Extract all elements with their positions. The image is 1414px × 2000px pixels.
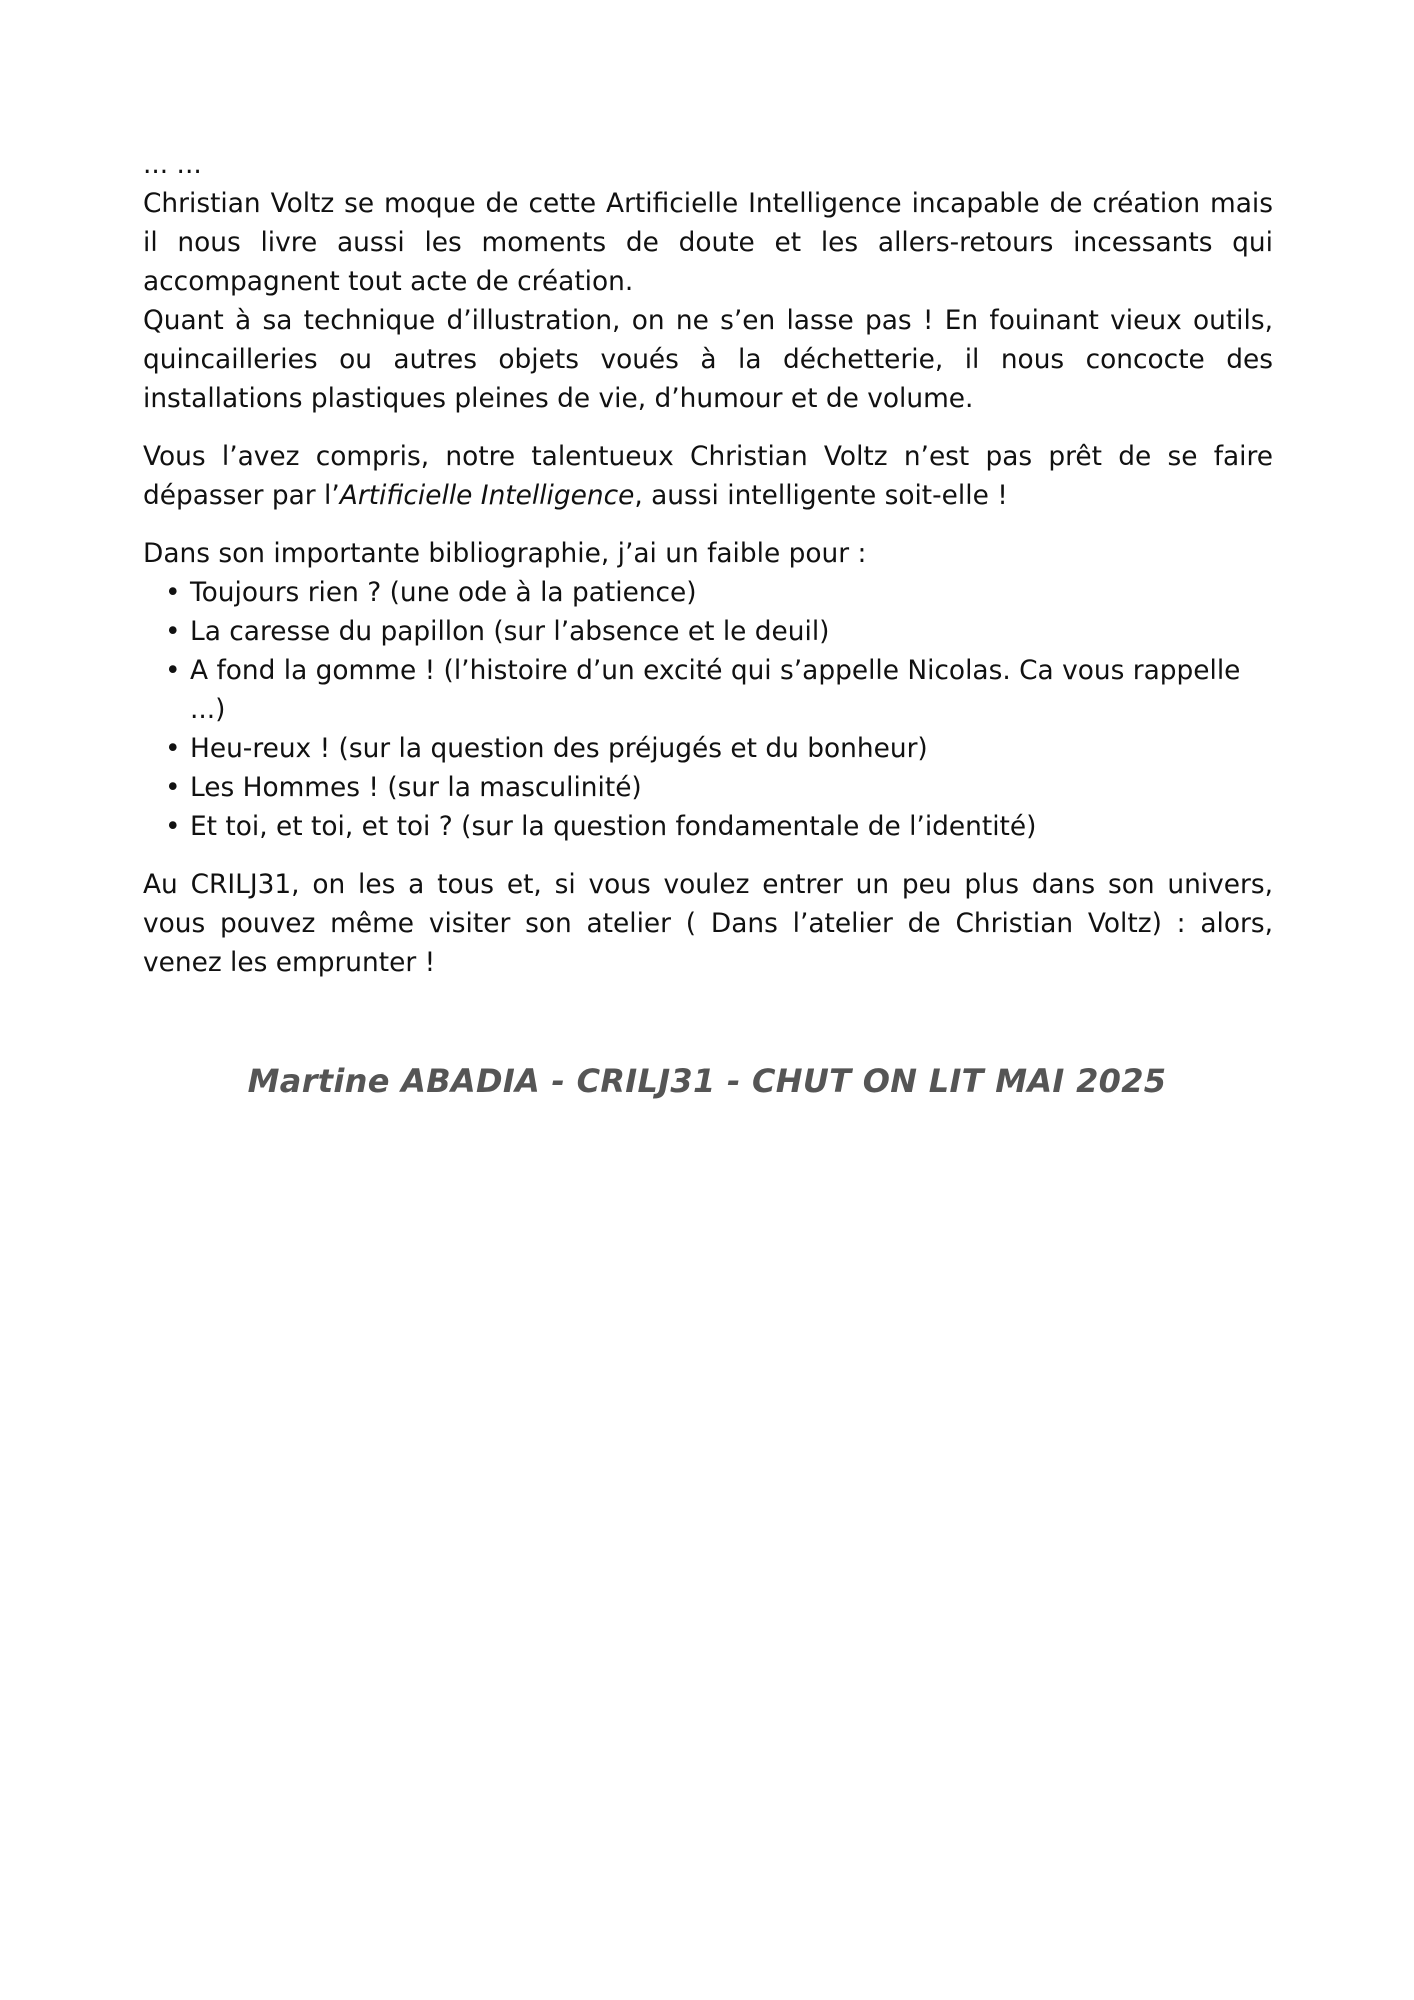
list-item	[143, 768, 1273, 807]
list-item	[143, 612, 1273, 651]
list-item	[143, 729, 1273, 768]
bullet-icon: •	[165, 811, 181, 842]
bullet-icon: •	[165, 616, 181, 647]
book-entry: Les Hommes ! (sur la masculinité)	[190, 772, 642, 803]
book-list	[143, 573, 1273, 846]
list-item	[143, 573, 1273, 612]
paragraph-crilj-invitation: Au CRILJ31, on les a tous et, si vous voulez entrer un peu plus dans son univers, vous pouvez même visiter son atelier ( Dans l’atelier de Christian Voltz) : alors, venez les emprunter !	[143, 869, 1273, 978]
intro-ellipsis: ... ...	[143, 149, 202, 180]
bullet-icon: •	[165, 733, 181, 764]
book-entry: A fond la gomme ! (l’histoire d’un excité qui s’appelle Nicolas. Ca vous rappelle ...)	[190, 655, 1241, 725]
article-body	[143, 145, 1273, 982]
book-entry: Heu-reux ! (sur la question des préjugés et du bonheur)	[190, 733, 928, 764]
paragraph-conclusion-ai-start: Vous l’avez compris, notre talentueux Christian Voltz n’est pas prêt de se faire dépasser par l’	[143, 441, 1273, 511]
book-entry: Toujours rien ? (une ode à la patience)	[190, 577, 697, 608]
bullet-icon: •	[165, 577, 181, 608]
book-entry: Et toi, et toi, et toi ? (sur la question fondamentale de l’identité)	[190, 811, 1037, 842]
paragraph-technique: Quant à sa technique d’illustration, on ne s’en lasse pas ! En fouinant vieux outils, quincailleries ou autres objets voués à la déchetterie, il nous concocte des installations plastiques pleines de vie, d’humour et de volume.	[143, 305, 1273, 414]
book-entry: La caresse du papillon (sur l’absence et le deuil)	[190, 616, 830, 647]
bibliography-intro: Dans son importante bibliographie, j’ai un faible pour :	[143, 538, 867, 569]
list-item	[143, 807, 1273, 846]
bullet-icon: •	[165, 655, 181, 686]
bullet-icon: •	[165, 772, 181, 803]
paragraph-conclusion-ai-end: , aussi intelligente soit-elle !	[634, 480, 1008, 511]
author-signature: Martine ABADIA - CRILJ31 - CHUT ON LIT MAI 2025	[247, 1062, 1167, 1100]
ai-term-italic: Artificielle Intelligence	[339, 480, 635, 511]
paragraph-conclusion-ai	[143, 437, 1273, 515]
list-item	[143, 651, 1273, 729]
paragraph-creation: Christian Voltz se moque de cette Artificielle Intelligence incapable de création mais il nous livre aussi les moments de doute et les allers-retours incessants qui accompagnent tout acte de création.	[143, 188, 1273, 297]
